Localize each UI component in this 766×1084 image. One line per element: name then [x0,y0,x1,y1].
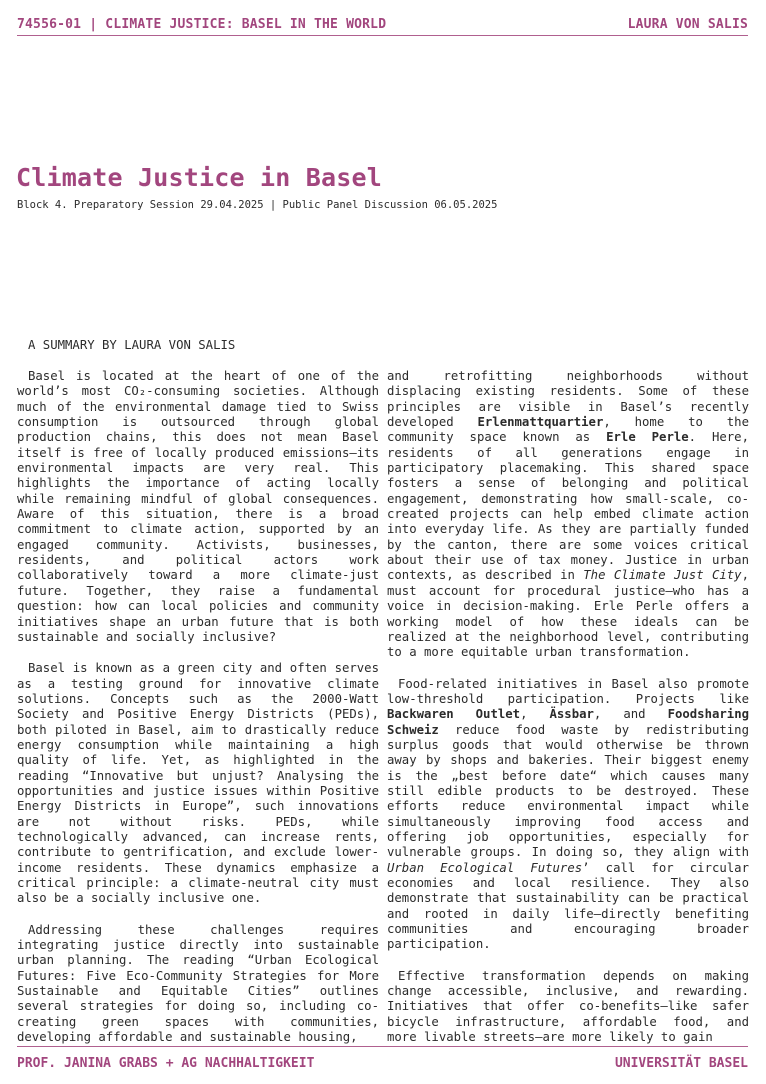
paragraph-intro: Basel is located at the heart of one of the world’s most CO₂-consuming societies. Although much of the environmental damage tied to Swiss consumption is outsourced through global production chains, this does not mean Basel itself is free of locally produced emissions—its environmental impacts are very real. This highlights the importance of acting locally while remaining mindful of global consequences. Aware of this situation, there is a broad commitment to climate action, supported by an engaged community. Activists, businesses, residents, and political actors work collaboratively toward a more climate-just future. Together, they raise a fundamental question: how can local policies and community initiatives shape an urban future that is both sustainable and socially inclusive? [17,369,379,644]
assbar-term: Ässbar [549,707,594,722]
paragraph-erlenmatt: and retrofitting neighborhoods without displacing existing residents. Some of these principles are visible in Basel’s recently developed Erlenmattquartier, home to the community space known as Erle Perle. Here, residents of all generations engage in participatory placemaking. This shared space fosters a sense of belonging and political engagement, demonstrating how small-scale, co-created projects can help embed climate action into everyday life. As they are partially funded by the canton, there are some voices critical about their use of tax money. Justice in urban contexts, as described in The Climate Just City, must account for procedural justice—who has a voice in decision-making. Erle Perle offers a working model of how these ideals can be realized at the neighborhood level, contributing to a more equitable urban transformation. [387,369,749,660]
page-title: Climate Justice in Basel [16,163,383,192]
paragraph-urban-planning: Addressing these challenges requires integrating justice directly into sustainable urban planning. The reading “Urban Ecological Futures: Five Eco-Community Strategies for More Sustainable and Equitable Cities” outlines several strategies for doing so, including co-creating green spaces with communities, developing affordable and sustainable housing, [17,922,379,1045]
paragraph-green-city: Basel is known as a green city and often serves as a testing ground for innovative climate solutions. Concepts such as the 2000-Watt Society and Positive Energy Districts (PEDs), both piloted in Basel, aim to drastically reduce energy consumption while maintaining a high quality of life. Yet, as highlighted in the reading “Innovative but unjust? Analysing the opportunities and justice issues within Positive Energy Districts in Europe”, such innovations are not without risks. PEDs, while technologically advanced, can increase rents, contribute to gentrification, and exclude lower-income residents. These dynamics emphasize a critical principle: a climate-neutral city must also be a socially inclusive one. [17,661,379,906]
summary-byline: A SUMMARY BY LAURA VON SALIS [28,338,236,352]
paragraph-food-initiatives: Food-related initiatives in Basel also promote low-threshold participation. Projects like Backwaren Outlet, Ässbar, and Foodsharing Schweiz reduce food waste by redistributing surplus goods that would otherwise be thrown away by shops and bakeries. Their biggest enemy is the „best before date“ which causes many still edible products to be destroyed. These efforts reduce environmental impact while simultaneously improving food access and offering job opportunities, especially for vulnerable groups. In doing so, they align with Urban Ecological Futures’ call for circular economies and local resilience. They also demonstrate that sustainability can be practical and rooted in daily life—directly benefiting communities and encouraging broader participation. [387,676,749,952]
session-subtitle: Block 4. Preparatory Session 29.04.2025 | Public Panel Discussion 06.05.2025 [17,199,498,211]
page-footer [17,1054,748,1072]
footer-divider [17,1046,748,1047]
right-column [387,369,749,1045]
erle-perle-term: Erle Perle [606,430,689,445]
header-divider [17,35,748,36]
urban-ecological-futures-reference: Urban Ecological Futures [387,860,583,875]
paragraph-transformation: Effective transformation depends on making change accessible, inclusive, and rewarding. Initiatives that offer co-benefits—like safer bicycle infrastructure, affordable food, and more livable streets—are more likely to gain [387,968,749,1045]
course-code-header: 74556-01 | CLIMATE JUSTICE: BASEL IN THE WORLD [17,16,387,32]
climate-just-city-reference: The Climate Just City [583,568,742,583]
footer-professor: PROF. JANINA GRABS + AG NACHHALTIGKEIT [17,1055,315,1071]
page-header [17,14,748,34]
foodsharing-term: Foodsharing Schweiz [387,707,749,737]
footer-university: UNIVERSITÄT BASEL [614,1055,748,1071]
erlenmattquartier-term: Erlenmattquartier [477,415,604,430]
author-header: LAURA VON SALIS [627,16,748,32]
left-column [17,369,379,1045]
backwaren-outlet-term: Backwaren Outlet [387,707,521,722]
